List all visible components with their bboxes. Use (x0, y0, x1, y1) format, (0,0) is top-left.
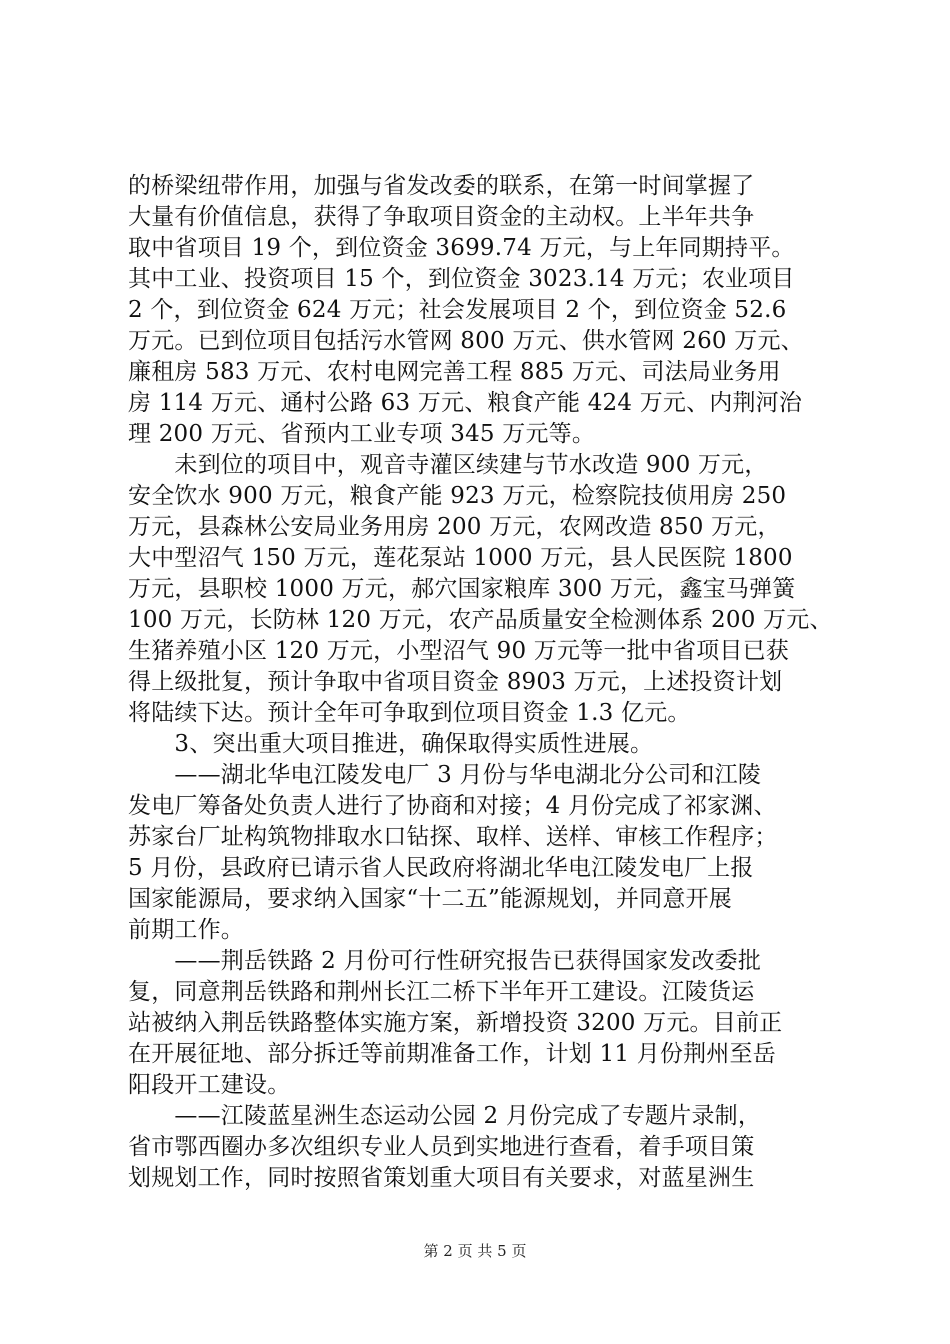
text-line: 发电厂筹备处负责人进行了协商和对接；4 月份完成了祁家渊、 (128, 793, 777, 819)
text-line: 取中省项目 19 个，到位资金 3699.74 万元，与上年同期持平。 (128, 235, 795, 261)
text-line: 站被纳入荆岳铁路整体实施方案，新增投资 3200 万元。目前正 (128, 1010, 783, 1036)
text-line: 省市鄂西圈办多次组织专业人员到实地进行查看，着手项目策 (128, 1134, 755, 1160)
text-line: 生猪养殖小区 120 万元，小型沼气 90 万元等一批中省项目已获 (128, 638, 790, 664)
text-line: 在开展征地、部分拆迁等前期准备工作，计划 11 月份荆州至岳 (128, 1041, 776, 1067)
text-line: 万元，县森林公安局业务用房 200 万元，农网改造 850 万元， (128, 514, 781, 540)
text-line: 理 200 万元、省预内工业专项 345 万元等。 (128, 421, 596, 447)
text-line: ——江陵蓝星洲生态运动公园 2 月份完成了专题片录制， (128, 1103, 762, 1129)
text-line: 安全饮水 900 万元，粮食产能 923 万元，检察院技侦用房 250 (128, 483, 787, 509)
text-line: 未到位的项目中，观音寺灌区续建与节水改造 900 万元， (128, 452, 768, 478)
text-line: 万元，县职校 1000 万元，郝穴国家粮库 300 万元，鑫宝马弹簧 (128, 576, 796, 602)
text-line: 得上级批复，预计争取中省项目资金 8903 万元，上述投资计划 (128, 669, 783, 695)
text-line: 100 万元，长防林 120 万元，农产品质量安全检测体系 200 万元、 (128, 607, 833, 633)
text-line: 大量有价值信息，获得了争取项目资金的主动权。上半年共争 (128, 204, 755, 230)
text-line: 划规划工作，同时按照省策划重大项目有关要求，对蓝星洲生 (128, 1165, 755, 1191)
text-line: 其中工业、投资项目 15 个，到位资金 3023.14 万元；农业项目 (128, 266, 795, 292)
text-line: 5 月份，县政府已请示省人民政府将湖北华电江陵发电厂上报 (128, 855, 754, 881)
text-line: 国家能源局，要求纳入国家“十二五”能源规划，并同意开展 (128, 886, 732, 912)
page-footer: 第 2 页 共 5 页 (423, 1242, 527, 1260)
text-line: 房 114 万元、通村公路 63 万元、粮食产能 424 万元、内荆河治 (128, 390, 803, 416)
text-line: 大中型沼气 150 万元，莲花泵站 1000 万元，县人民医院 1800 (128, 545, 793, 571)
text-line: 万元。已到位项目包括污水管网 800 万元、供水管网 260 万元、 (128, 328, 804, 354)
text-line: ——荆岳铁路 2 月份可行性研究报告已获得国家发改委批 (128, 948, 762, 974)
text-line: 阳段开工建设。 (128, 1072, 291, 1098)
text-line: 廉租房 583 万元、农村电网完善工程 885 万元、司法局业务用 (128, 359, 781, 385)
text-line: 3、突出重大项目推进，确保取得实质性进展。 (128, 731, 654, 757)
text-line: 2 个，到位资金 624 万元；社会发展项目 2 个，到位资金 52.6 (128, 297, 787, 323)
text-line: 前期工作。 (128, 917, 244, 943)
text-line: 的桥梁纽带作用，加强与省发改委的联系，在第一时间掌握了 (128, 173, 755, 199)
text-line: 将陆续下达。预计全年可争取到位项目资金 1.3 亿元。 (128, 700, 691, 726)
text-line: 苏家台厂址构筑物排取水口钻探、取样、送样、审核工作程序； (128, 824, 778, 850)
text-line: 复，同意荆岳铁路和荆州长江二桥下半年开工建设。江陵货运 (128, 979, 755, 1005)
text-line: ——湖北华电江陵发电厂 3 月份与华电湖北分公司和江陵 (128, 762, 762, 788)
body-text (128, 171, 840, 1194)
